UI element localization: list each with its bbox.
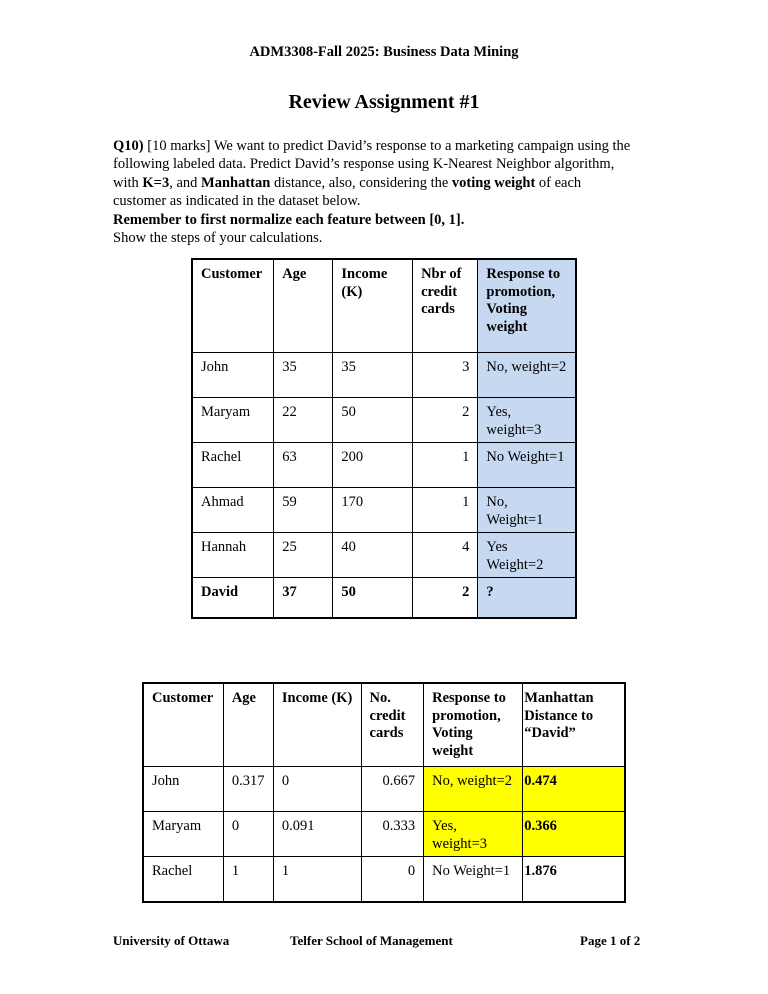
header-cell: Age	[223, 683, 273, 767]
header-cell: No. credit cards	[361, 683, 424, 767]
question-line: distance, also, considering the	[270, 174, 452, 191]
dataset-table	[191, 258, 577, 619]
question-line: with	[113, 174, 143, 191]
cards-cell: 2	[413, 578, 478, 619]
response-cell: Yes Weight=2	[478, 533, 576, 578]
income-cell: 0.091	[273, 812, 361, 857]
footer-university: University of Ottawa	[113, 933, 230, 948]
response-cell: No, weight=2	[478, 353, 576, 398]
distance-type: Manhattan	[201, 174, 271, 191]
table-row	[192, 488, 576, 533]
question-label: Q10)	[113, 138, 144, 154]
table-row	[192, 353, 576, 398]
question-line: [10 marks] We want to predict David’s response to a marketing campaign using the	[143, 138, 631, 154]
income-cell: 0	[273, 767, 361, 812]
income-cell: 35	[333, 353, 413, 398]
response-cell: Yes, weight=3	[424, 812, 523, 857]
customer-cell: David	[192, 578, 274, 619]
age-cell: 63	[274, 443, 333, 488]
age-cell: 0	[223, 812, 273, 857]
header-cell: Customer	[192, 259, 274, 353]
age-cell: 1	[223, 857, 273, 903]
header-cell: Manhattan Distance to “David”	[523, 683, 625, 767]
normalize-reminder: Remember to first normalize each feature between [0, 1].	[113, 211, 465, 228]
response-cell: No Weight=1	[424, 857, 523, 903]
voting-weight-term: voting weight	[451, 174, 536, 191]
response-cell: ?	[478, 578, 576, 619]
cards-cell: 0.333	[361, 812, 424, 857]
income-cell: 200	[333, 443, 413, 488]
age-cell: 22	[274, 398, 333, 443]
income-cell: 50	[333, 398, 413, 443]
instruction-line: Show the steps of your calculations.	[113, 230, 323, 247]
income-cell: 170	[333, 488, 413, 533]
table-row	[192, 398, 576, 443]
customer-cell: Ahmad	[192, 488, 274, 533]
age-cell: 37	[274, 578, 333, 619]
response-cell: No Weight=1	[478, 443, 576, 488]
cards-cell: 2	[413, 398, 478, 443]
table-row	[192, 443, 576, 488]
customer-cell: Maryam	[192, 398, 274, 443]
footer-page-number: Page 1 of 2	[580, 933, 641, 948]
cards-cell: 1	[413, 488, 478, 533]
table-row	[143, 767, 625, 812]
normalized-table	[142, 682, 626, 903]
header-cell: Income (K)	[273, 683, 361, 767]
customer-cell: Hannah	[192, 533, 274, 578]
document-header: ADM3308-Fall 2025: Business Data Mining	[249, 44, 519, 60]
footer-school: Telfer School of Management	[290, 933, 453, 948]
k-value: K=3	[142, 174, 170, 191]
question-line: following labeled data. Predict David’s response using K-Nearest Neighbor algorithm,	[113, 156, 615, 173]
age-cell: 25	[274, 533, 333, 578]
question-line: customer as indicated in the dataset below.	[113, 193, 361, 210]
question-line: , and	[169, 174, 202, 191]
distance-cell: 1.876	[523, 857, 625, 903]
header-cell: Response to promotion, Voting weight	[424, 683, 523, 767]
cards-cell: 1	[413, 443, 478, 488]
customer-cell: Maryam	[143, 812, 223, 857]
customer-cell: John	[143, 767, 223, 812]
customer-cell: John	[192, 353, 274, 398]
header-cell: Age	[274, 259, 333, 353]
page-title: Review Assignment #1	[288, 91, 480, 113]
age-cell: 0.317	[223, 767, 273, 812]
cards-cell: 3	[413, 353, 478, 398]
cards-cell: 0	[361, 857, 424, 903]
customer-cell: Rachel	[143, 857, 223, 903]
header-cell: Income (K)	[333, 259, 413, 353]
header-cell: Response to promotion, Voting weight	[478, 259, 576, 353]
cards-cell: 0.667	[361, 767, 424, 812]
income-cell: 40	[333, 533, 413, 578]
table-row	[143, 857, 625, 903]
response-cell: No, weight=2	[424, 767, 523, 812]
question-text	[113, 137, 656, 247]
age-cell: 35	[274, 353, 333, 398]
income-cell: 1	[273, 857, 361, 903]
response-cell: Yes, weight=3	[478, 398, 576, 443]
target-row	[192, 578, 576, 619]
cards-cell: 4	[413, 533, 478, 578]
header-cell: Nbr of credit cards	[413, 259, 478, 353]
customer-cell: Rachel	[192, 443, 274, 488]
header-cell: Customer	[143, 683, 223, 767]
income-cell: 50	[333, 578, 413, 619]
distance-cell: 0.366	[523, 812, 625, 857]
table-row	[192, 533, 576, 578]
age-cell: 59	[274, 488, 333, 533]
table-row	[143, 812, 625, 857]
response-cell: No, Weight=1	[478, 488, 576, 533]
distance-cell: 0.474	[523, 767, 625, 812]
question-line: of each	[535, 174, 582, 191]
